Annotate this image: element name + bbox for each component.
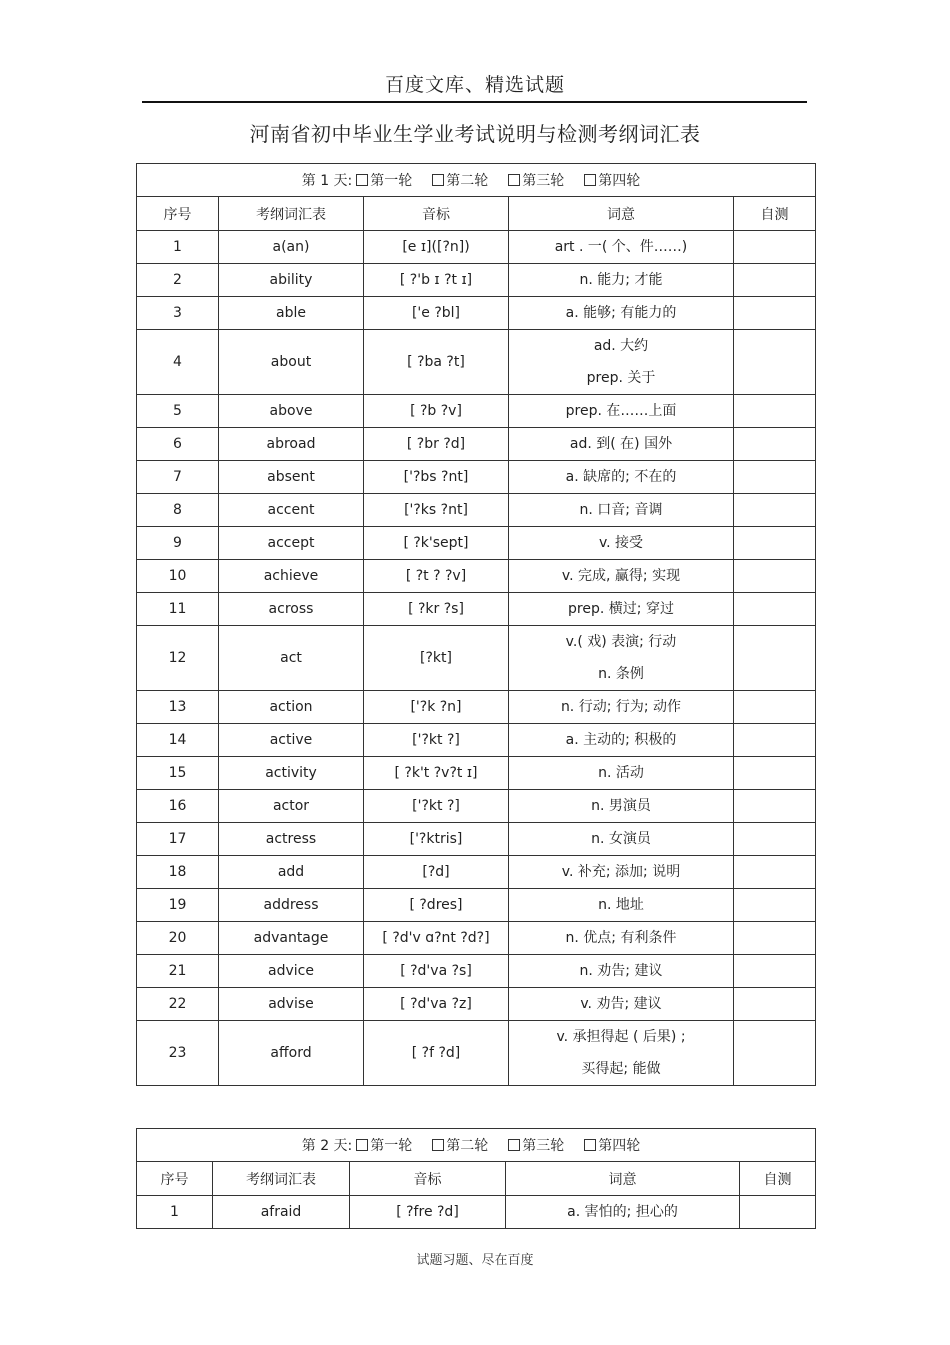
meaning [509, 494, 734, 527]
checkbox-box[interactable] [508, 174, 520, 186]
round-label: 第三轮 [522, 1138, 565, 1154]
phonetic: [?kt] [364, 626, 509, 691]
phonetic: [ ?br ?d] [364, 428, 509, 461]
checkbox-box[interactable] [508, 1139, 520, 1151]
checkbox-box[interactable] [432, 174, 444, 186]
phonetic: [ ?'b ɪ ?t ɪ] [364, 264, 509, 297]
row-number: 4 [137, 330, 219, 395]
table-row [137, 231, 816, 264]
meaning [509, 461, 734, 494]
table-row [137, 264, 816, 297]
self-test-cell[interactable] [734, 560, 816, 593]
column-header: 音标 [364, 197, 509, 231]
table-row [137, 988, 816, 1021]
phonetic: ['?ks ?nt] [364, 494, 509, 527]
row-number: 21 [137, 955, 219, 988]
meaning-line: n. 地址 [598, 897, 644, 913]
table-row [137, 330, 816, 395]
meaning [509, 922, 734, 955]
phonetic: [ ?d'va ?z] [364, 988, 509, 1021]
self-test-cell[interactable] [734, 955, 816, 988]
vocab-word: act [219, 626, 364, 691]
meaning [509, 988, 734, 1021]
self-test-cell[interactable] [734, 922, 816, 955]
meaning [509, 856, 734, 889]
day-round-row [137, 164, 816, 197]
vocab-word: ability [219, 264, 364, 297]
vocab-word: afford [219, 1021, 364, 1086]
meaning-line: v.( 戏) 表演; 行动 [565, 634, 677, 650]
phonetic: [ ?dres] [364, 889, 509, 922]
phonetic: [ ?b ?v] [364, 395, 509, 428]
meaning-line: a. 缺席的; 不在的 [565, 469, 677, 485]
table-row [137, 560, 816, 593]
vocab-word: about [219, 330, 364, 395]
table-row [137, 955, 816, 988]
meaning-line: v. 劝告; 建议 [580, 996, 662, 1012]
phonetic: ['e ?bl] [364, 297, 509, 330]
self-test-cell[interactable] [734, 231, 816, 264]
table-row [137, 889, 816, 922]
table-row [137, 1021, 816, 1086]
day2-vocab-table [136, 1128, 816, 1229]
phonetic: ['?kt ?] [364, 790, 509, 823]
phonetic: [ ?k't ?v?t ɪ] [364, 757, 509, 790]
column-header: 自测 [734, 197, 816, 231]
vocab-word: absent [219, 461, 364, 494]
table-row [137, 1196, 816, 1229]
day1-vocab-table [136, 163, 816, 1086]
vocab-word: actress [219, 823, 364, 856]
column-header: 音标 [350, 1162, 506, 1196]
self-test-cell[interactable] [734, 724, 816, 757]
day-label: 第 2 天: [301, 1138, 353, 1154]
vocab-word: afraid [213, 1196, 350, 1229]
phonetic: [e ɪ]([?n]) [364, 231, 509, 264]
day-round-cell [137, 164, 816, 197]
meaning-line: a. 主动的; 积极的 [565, 732, 677, 748]
vocab-word: able [219, 297, 364, 330]
table-row [137, 823, 816, 856]
column-header: 自测 [740, 1162, 816, 1196]
day-round-inner [302, 170, 651, 190]
day-round-inner [302, 1135, 651, 1155]
meaning [509, 823, 734, 856]
table-row [137, 494, 816, 527]
table-row [137, 428, 816, 461]
phonetic: [ ?k'sept] [364, 527, 509, 560]
round-checkbox-1[interactable] [356, 170, 412, 190]
vocab-word: action [219, 691, 364, 724]
phonetic: [ ?t ? ?v] [364, 560, 509, 593]
self-test-cell[interactable] [734, 889, 816, 922]
document-title: 河南省初中毕业生学业考试说明与检测考纲词汇表 [249, 122, 701, 146]
table-row [137, 691, 816, 724]
meaning-line: n. 女演员 [591, 831, 651, 847]
meaning-line: prep. 横过; 穿过 [568, 601, 674, 617]
row-number: 2 [137, 264, 219, 297]
self-test-cell[interactable] [740, 1196, 816, 1229]
phonetic: ['?ktris] [364, 823, 509, 856]
vocab-word: active [219, 724, 364, 757]
row-number: 23 [137, 1021, 219, 1086]
meaning-line: v. 完成, 赢得; 实现 [561, 568, 681, 584]
meaning [509, 395, 734, 428]
self-test-cell[interactable] [734, 428, 816, 461]
table-row [137, 395, 816, 428]
self-test-cell[interactable] [734, 691, 816, 724]
vocab-word: advise [219, 988, 364, 1021]
meaning-line: n. 活动 [598, 765, 644, 781]
vocab-word: advantage [219, 922, 364, 955]
meaning-line: ad. 到( 在) 国外 [569, 436, 673, 452]
vocab-word: achieve [219, 560, 364, 593]
phonetic: ['?k ?n] [364, 691, 509, 724]
table-row [137, 724, 816, 757]
phonetic: [ ?d'va ?s] [364, 955, 509, 988]
meaning-line: prep. 在……上面 [565, 403, 677, 419]
table-row [137, 626, 816, 691]
meaning-line: 买得起; 能做 [581, 1061, 661, 1077]
meaning [509, 560, 734, 593]
row-number: 1 [137, 1196, 213, 1229]
meaning-line: ad. 大约 [593, 338, 649, 354]
round-label: 第一轮 [370, 173, 413, 189]
self-test-cell[interactable] [734, 856, 816, 889]
row-number: 6 [137, 428, 219, 461]
header-title: 百度文库、精选试题 [384, 74, 565, 96]
round-checkbox-1[interactable] [356, 1135, 412, 1155]
self-test-cell[interactable] [734, 790, 816, 823]
round-label: 第四轮 [598, 1138, 641, 1154]
page-footer: 试题习题、尽在百度 [416, 1253, 534, 1268]
row-number: 8 [137, 494, 219, 527]
meaning [506, 1196, 740, 1229]
meaning [509, 527, 734, 560]
self-test-cell[interactable] [734, 823, 816, 856]
vocab-word: activity [219, 757, 364, 790]
self-test-cell[interactable] [734, 626, 816, 691]
self-test-cell[interactable] [734, 461, 816, 494]
meaning-line: a. 害怕的; 担心的 [567, 1204, 678, 1220]
checkbox-box[interactable] [584, 1139, 596, 1151]
vocab-word: accent [219, 494, 364, 527]
meaning [509, 593, 734, 626]
row-number: 22 [137, 988, 219, 1021]
meaning [509, 297, 734, 330]
phonetic: ['?bs ?nt] [364, 461, 509, 494]
round-checkbox-3[interactable] [508, 170, 564, 190]
self-test-cell[interactable] [734, 494, 816, 527]
round-checkbox-2[interactable] [432, 1135, 488, 1155]
row-number: 14 [137, 724, 219, 757]
vocab-word: abroad [219, 428, 364, 461]
round-checkbox-4[interactable] [584, 170, 640, 190]
row-number: 3 [137, 297, 219, 330]
meaning-line: n. 优点; 有利条件 [565, 930, 677, 946]
row-number: 18 [137, 856, 219, 889]
round-label: 第三轮 [522, 173, 565, 189]
meaning [509, 428, 734, 461]
meaning [509, 231, 734, 264]
row-number: 16 [137, 790, 219, 823]
meaning [509, 889, 734, 922]
self-test-cell[interactable] [734, 1021, 816, 1086]
meaning [509, 1021, 734, 1086]
meaning-line: art . 一( 个、件……) [554, 239, 688, 255]
row-number: 12 [137, 626, 219, 691]
vocab-word: a(an) [219, 231, 364, 264]
meaning-line: n. 条例 [598, 666, 644, 682]
phonetic: [ ?f ?d] [364, 1021, 509, 1086]
row-number: 7 [137, 461, 219, 494]
meaning-line: v. 接受 [598, 535, 644, 551]
phonetic: [ ?ba ?t] [364, 330, 509, 395]
row-number: 17 [137, 823, 219, 856]
meaning [509, 955, 734, 988]
meaning [509, 790, 734, 823]
meaning [509, 691, 734, 724]
meaning [509, 330, 734, 395]
self-test-cell[interactable] [734, 330, 816, 395]
vocab-word: address [219, 889, 364, 922]
checkbox-box[interactable] [356, 1139, 368, 1151]
self-test-cell[interactable] [734, 757, 816, 790]
table-row [137, 790, 816, 823]
row-number: 20 [137, 922, 219, 955]
meaning-line: n. 男演员 [591, 798, 651, 814]
meaning-line: v. 补充; 添加; 说明 [561, 864, 681, 880]
round-label: 第一轮 [370, 1138, 413, 1154]
meaning-line: v. 承担得起 ( 后果) ; [556, 1029, 686, 1045]
column-header: 序号 [137, 1162, 213, 1196]
phonetic: [?d] [364, 856, 509, 889]
meaning-line: n. 能力; 才能 [579, 272, 663, 288]
checkbox-box[interactable] [584, 174, 596, 186]
self-test-cell[interactable] [734, 593, 816, 626]
column-header: 序号 [137, 197, 219, 231]
day-round-cell [137, 1129, 816, 1162]
checkbox-box[interactable] [356, 174, 368, 186]
meaning [509, 724, 734, 757]
phonetic: [ ?d'v ɑ?nt ?d?] [364, 922, 509, 955]
round-label: 第二轮 [446, 173, 489, 189]
checkbox-box[interactable] [432, 1139, 444, 1151]
round-checkbox-4[interactable] [584, 1135, 640, 1155]
meaning-line: n. 劝告; 建议 [579, 963, 663, 979]
row-number: 19 [137, 889, 219, 922]
table-row [137, 757, 816, 790]
row-number: 1 [137, 231, 219, 264]
column-header: 词意 [509, 197, 734, 231]
column-header: 考纲词汇表 [219, 197, 364, 231]
row-number: 11 [137, 593, 219, 626]
self-test-cell[interactable] [734, 988, 816, 1021]
phonetic: [ ?kr ?s] [364, 593, 509, 626]
round-label: 第二轮 [446, 1138, 489, 1154]
table-row [137, 297, 816, 330]
vocab-word: across [219, 593, 364, 626]
header-rule [142, 101, 807, 103]
column-header: 考纲词汇表 [213, 1162, 350, 1196]
self-test-cell[interactable] [734, 264, 816, 297]
round-checkbox-3[interactable] [508, 1135, 564, 1155]
phonetic: ['?kt ?] [364, 724, 509, 757]
self-test-cell[interactable] [734, 395, 816, 428]
meaning [509, 626, 734, 691]
round-checkbox-2[interactable] [432, 170, 488, 190]
day-label: 第 1 天: [301, 173, 353, 189]
row-number: 15 [137, 757, 219, 790]
row-number: 10 [137, 560, 219, 593]
table-row [137, 527, 816, 560]
meaning [509, 264, 734, 297]
row-number: 9 [137, 527, 219, 560]
row-number: 13 [137, 691, 219, 724]
self-test-cell[interactable] [734, 297, 816, 330]
round-label: 第四轮 [598, 173, 641, 189]
meaning-line: n. 口音; 音调 [579, 502, 663, 518]
vocab-word: actor [219, 790, 364, 823]
table-row [137, 593, 816, 626]
vocab-word: above [219, 395, 364, 428]
table-header-row [137, 197, 816, 231]
vocab-word: advice [219, 955, 364, 988]
column-header: 词意 [506, 1162, 740, 1196]
vocab-word: accept [219, 527, 364, 560]
table-row [137, 461, 816, 494]
table-row [137, 856, 816, 889]
self-test-cell[interactable] [734, 527, 816, 560]
meaning-line: n. 行动; 行为; 动作 [560, 699, 682, 715]
row-number: 5 [137, 395, 219, 428]
table-header-row [137, 1162, 816, 1196]
day-round-row [137, 1129, 816, 1162]
meaning-line: prep. 关于 [586, 370, 656, 386]
table-row [137, 922, 816, 955]
meaning-line: a. 能够; 有能力的 [565, 305, 677, 321]
meaning [509, 757, 734, 790]
vocab-word: add [219, 856, 364, 889]
phonetic: [ ?fre ?d] [350, 1196, 506, 1229]
